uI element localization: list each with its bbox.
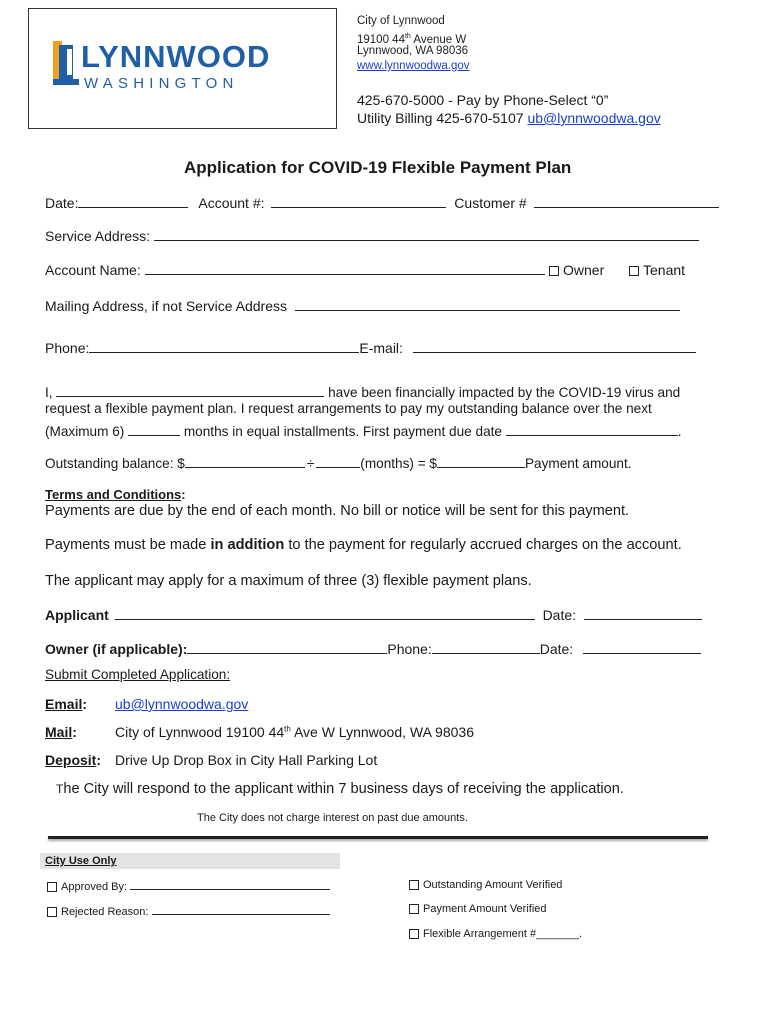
phone-email-row <box>45 340 696 356</box>
street-number: 19100 44 <box>357 33 405 46</box>
applicant-date-label: Date: <box>542 607 577 623</box>
approved-checkbox[interactable] <box>47 882 57 892</box>
form-title: Application for COVID-19 Flexible Payment Plan <box>184 158 572 177</box>
para-max: (Maximum 6) <box>45 424 129 439</box>
name-field[interactable] <box>56 384 324 397</box>
mail-address-a: City of Lynnwood 19100 44 <box>115 724 285 740</box>
submit-mail-colon: : <box>72 724 77 740</box>
tenant-checkbox[interactable] <box>629 266 639 276</box>
balance-label: Outstanding balance: $ <box>45 456 185 471</box>
flexible-label: Flexible Arrangement #_______. <box>423 928 582 940</box>
terms-line-2c: to the payment for regularly accrued charges on the account. <box>284 537 682 553</box>
paragraph-line-1 <box>45 384 680 400</box>
balance-field[interactable] <box>185 455 305 468</box>
owner-applicable-label: Owner (if applicable): <box>45 641 188 657</box>
terms-line-2a: Payments must be made <box>45 537 211 553</box>
paragraph-line-3 <box>45 423 682 439</box>
submit-deposit-colon: : <box>96 752 102 768</box>
submit-email-link[interactable]: ub@lynnwoodwa.gov <box>115 696 249 712</box>
phone-field[interactable] <box>89 340 359 353</box>
website-link[interactable]: www.lynnwoodwa.gov <box>357 60 470 72</box>
date-row <box>45 195 719 211</box>
logo-frame <box>28 8 337 129</box>
divide-sign: ÷ <box>306 456 315 471</box>
approved-by-field[interactable] <box>130 879 330 890</box>
para-i: I, <box>45 385 57 400</box>
owner-checkbox[interactable] <box>549 266 559 276</box>
section-divider <box>48 836 708 839</box>
first-payment-date-field[interactable] <box>506 423 678 436</box>
account-field[interactable] <box>271 195 446 208</box>
respond-note <box>56 781 624 797</box>
mailing-address-row <box>45 298 680 314</box>
customer-field[interactable] <box>534 195 719 208</box>
applicant-signature-field[interactable] <box>115 607 535 620</box>
flexible-checkbox[interactable] <box>409 929 419 939</box>
utility-billing <box>357 109 661 127</box>
account-name-field[interactable] <box>145 262 545 275</box>
owner-phone-field[interactable] <box>432 641 540 654</box>
service-address-field[interactable] <box>154 228 699 241</box>
customer-label: Customer # <box>454 195 527 211</box>
outstanding-checkbox[interactable] <box>409 880 419 890</box>
tenant-option[interactable] <box>629 262 685 278</box>
pay-by-phone: 425-670-5000 - Pay by Phone-Select “0” <box>357 92 609 108</box>
payment-amount-field[interactable] <box>437 455 525 468</box>
account-label: Account #: <box>198 195 265 211</box>
billing-label: Utility Billing 425-670-5107 <box>357 110 528 126</box>
terms-heading <box>45 487 186 502</box>
email-label: E-mail: <box>359 340 403 356</box>
rejected-reason-field[interactable] <box>152 904 330 915</box>
respond-t: T <box>56 782 64 796</box>
approved-by-row <box>47 879 330 893</box>
submit-mail-address <box>115 724 474 740</box>
owner-date-field[interactable] <box>583 641 701 654</box>
submit-heading: Submit Completed Application: <box>45 667 231 682</box>
logo-text-lynnwood: LYNNWOOD <box>81 39 271 74</box>
submit-email-label: Email <box>45 696 83 712</box>
service-address-label: Service Address: <box>45 228 151 244</box>
outstanding-verified-row <box>409 879 562 891</box>
applicant-row <box>45 607 702 623</box>
owner-signature-field[interactable] <box>187 641 387 654</box>
submit-email-colon: : <box>82 696 88 712</box>
rejected-reason-row <box>47 904 330 918</box>
mail-address-b: Ave W Lynnwood, WA 98036 <box>290 724 474 740</box>
payment-amount-label: Payment amount. <box>524 456 632 471</box>
months-count-field[interactable] <box>316 455 360 468</box>
rejected-checkbox[interactable] <box>47 907 57 917</box>
owner-option[interactable] <box>549 262 604 278</box>
outstanding-label: Outstanding Amount Verified <box>423 879 563 891</box>
owner-label: Owner <box>563 262 605 278</box>
submit-mail-label: Mail <box>45 724 73 740</box>
respond-text: he City will respond to the applicant within 7 business days of receiving the application. <box>63 781 624 797</box>
terms-in-addition: in addition <box>210 537 285 553</box>
terms-line-3: The applicant may apply for a maximum of three (3) flexible payment plans. <box>45 573 532 589</box>
account-name-label: Account Name: <box>45 262 141 278</box>
terms-line-1: Payments are due by the end of each month. No bill or notice will be sent for this payment. <box>45 503 630 519</box>
city-name: City of Lynnwood <box>357 15 445 27</box>
street-rest: Avenue W <box>410 33 467 46</box>
service-address-row <box>45 228 699 244</box>
logo-text-washington: WASHINGTON <box>84 75 239 92</box>
email-field[interactable] <box>413 340 696 353</box>
approved-label: Approved By: <box>61 881 131 893</box>
para-impacted: have been financially impacted by the COVID-19 virus and <box>324 385 681 400</box>
payment-verified-row <box>409 903 547 915</box>
balance-row <box>45 455 632 471</box>
mailing-address-field[interactable] <box>295 298 680 311</box>
submit-mail-row <box>45 724 77 740</box>
date-field[interactable] <box>78 195 188 208</box>
payment-checkbox[interactable] <box>409 904 419 914</box>
mail-address-sup: th <box>284 724 291 734</box>
paragraph-line-2: request a flexible payment plan. I request arrangements to pay my outstanding balance over the next <box>45 401 652 416</box>
terms-colon: : <box>181 487 186 502</box>
tenant-label: Tenant <box>643 262 686 278</box>
applicant-label: Applicant <box>45 607 109 623</box>
city-use-heading: City Use Only <box>45 855 117 867</box>
applicant-date-field[interactable] <box>584 607 702 620</box>
rejected-label: Rejected Reason: <box>61 906 152 918</box>
date-label: Date: <box>45 195 79 211</box>
city-state-zip: Lynnwood, WA 98036 <box>357 45 469 57</box>
submit-deposit-value: Drive Up Drop Box in City Hall Parking Lot <box>115 752 378 768</box>
para-period: . <box>677 424 682 439</box>
street-sup: th <box>404 33 411 40</box>
para-months: months in equal installments. First payment due date <box>180 424 506 439</box>
months-field[interactable] <box>128 423 180 436</box>
owner-phone-label: Phone: <box>387 641 432 657</box>
owner-row <box>45 641 701 657</box>
phone-label: Phone: <box>45 340 90 356</box>
terms-line-2 <box>45 537 682 553</box>
billing-email-link[interactable]: ub@lynnwoodwa.gov <box>527 110 661 126</box>
months-equals: (months) = $ <box>360 456 437 471</box>
account-name-row <box>45 262 545 278</box>
terms-heading-text: Terms and Conditions <box>45 487 182 502</box>
submit-deposit-row <box>45 752 101 768</box>
submit-email-row <box>45 696 87 712</box>
owner-date-label: Date: <box>539 641 574 657</box>
interest-note: The City does not charge interest on past due amounts. <box>197 812 468 824</box>
mailing-address-label: Mailing Address, if not Service Address <box>45 298 288 314</box>
submit-deposit-label: Deposit <box>45 752 97 768</box>
flexible-arrangement-row <box>409 928 582 940</box>
payment-label: Payment Amount Verified <box>423 903 547 915</box>
